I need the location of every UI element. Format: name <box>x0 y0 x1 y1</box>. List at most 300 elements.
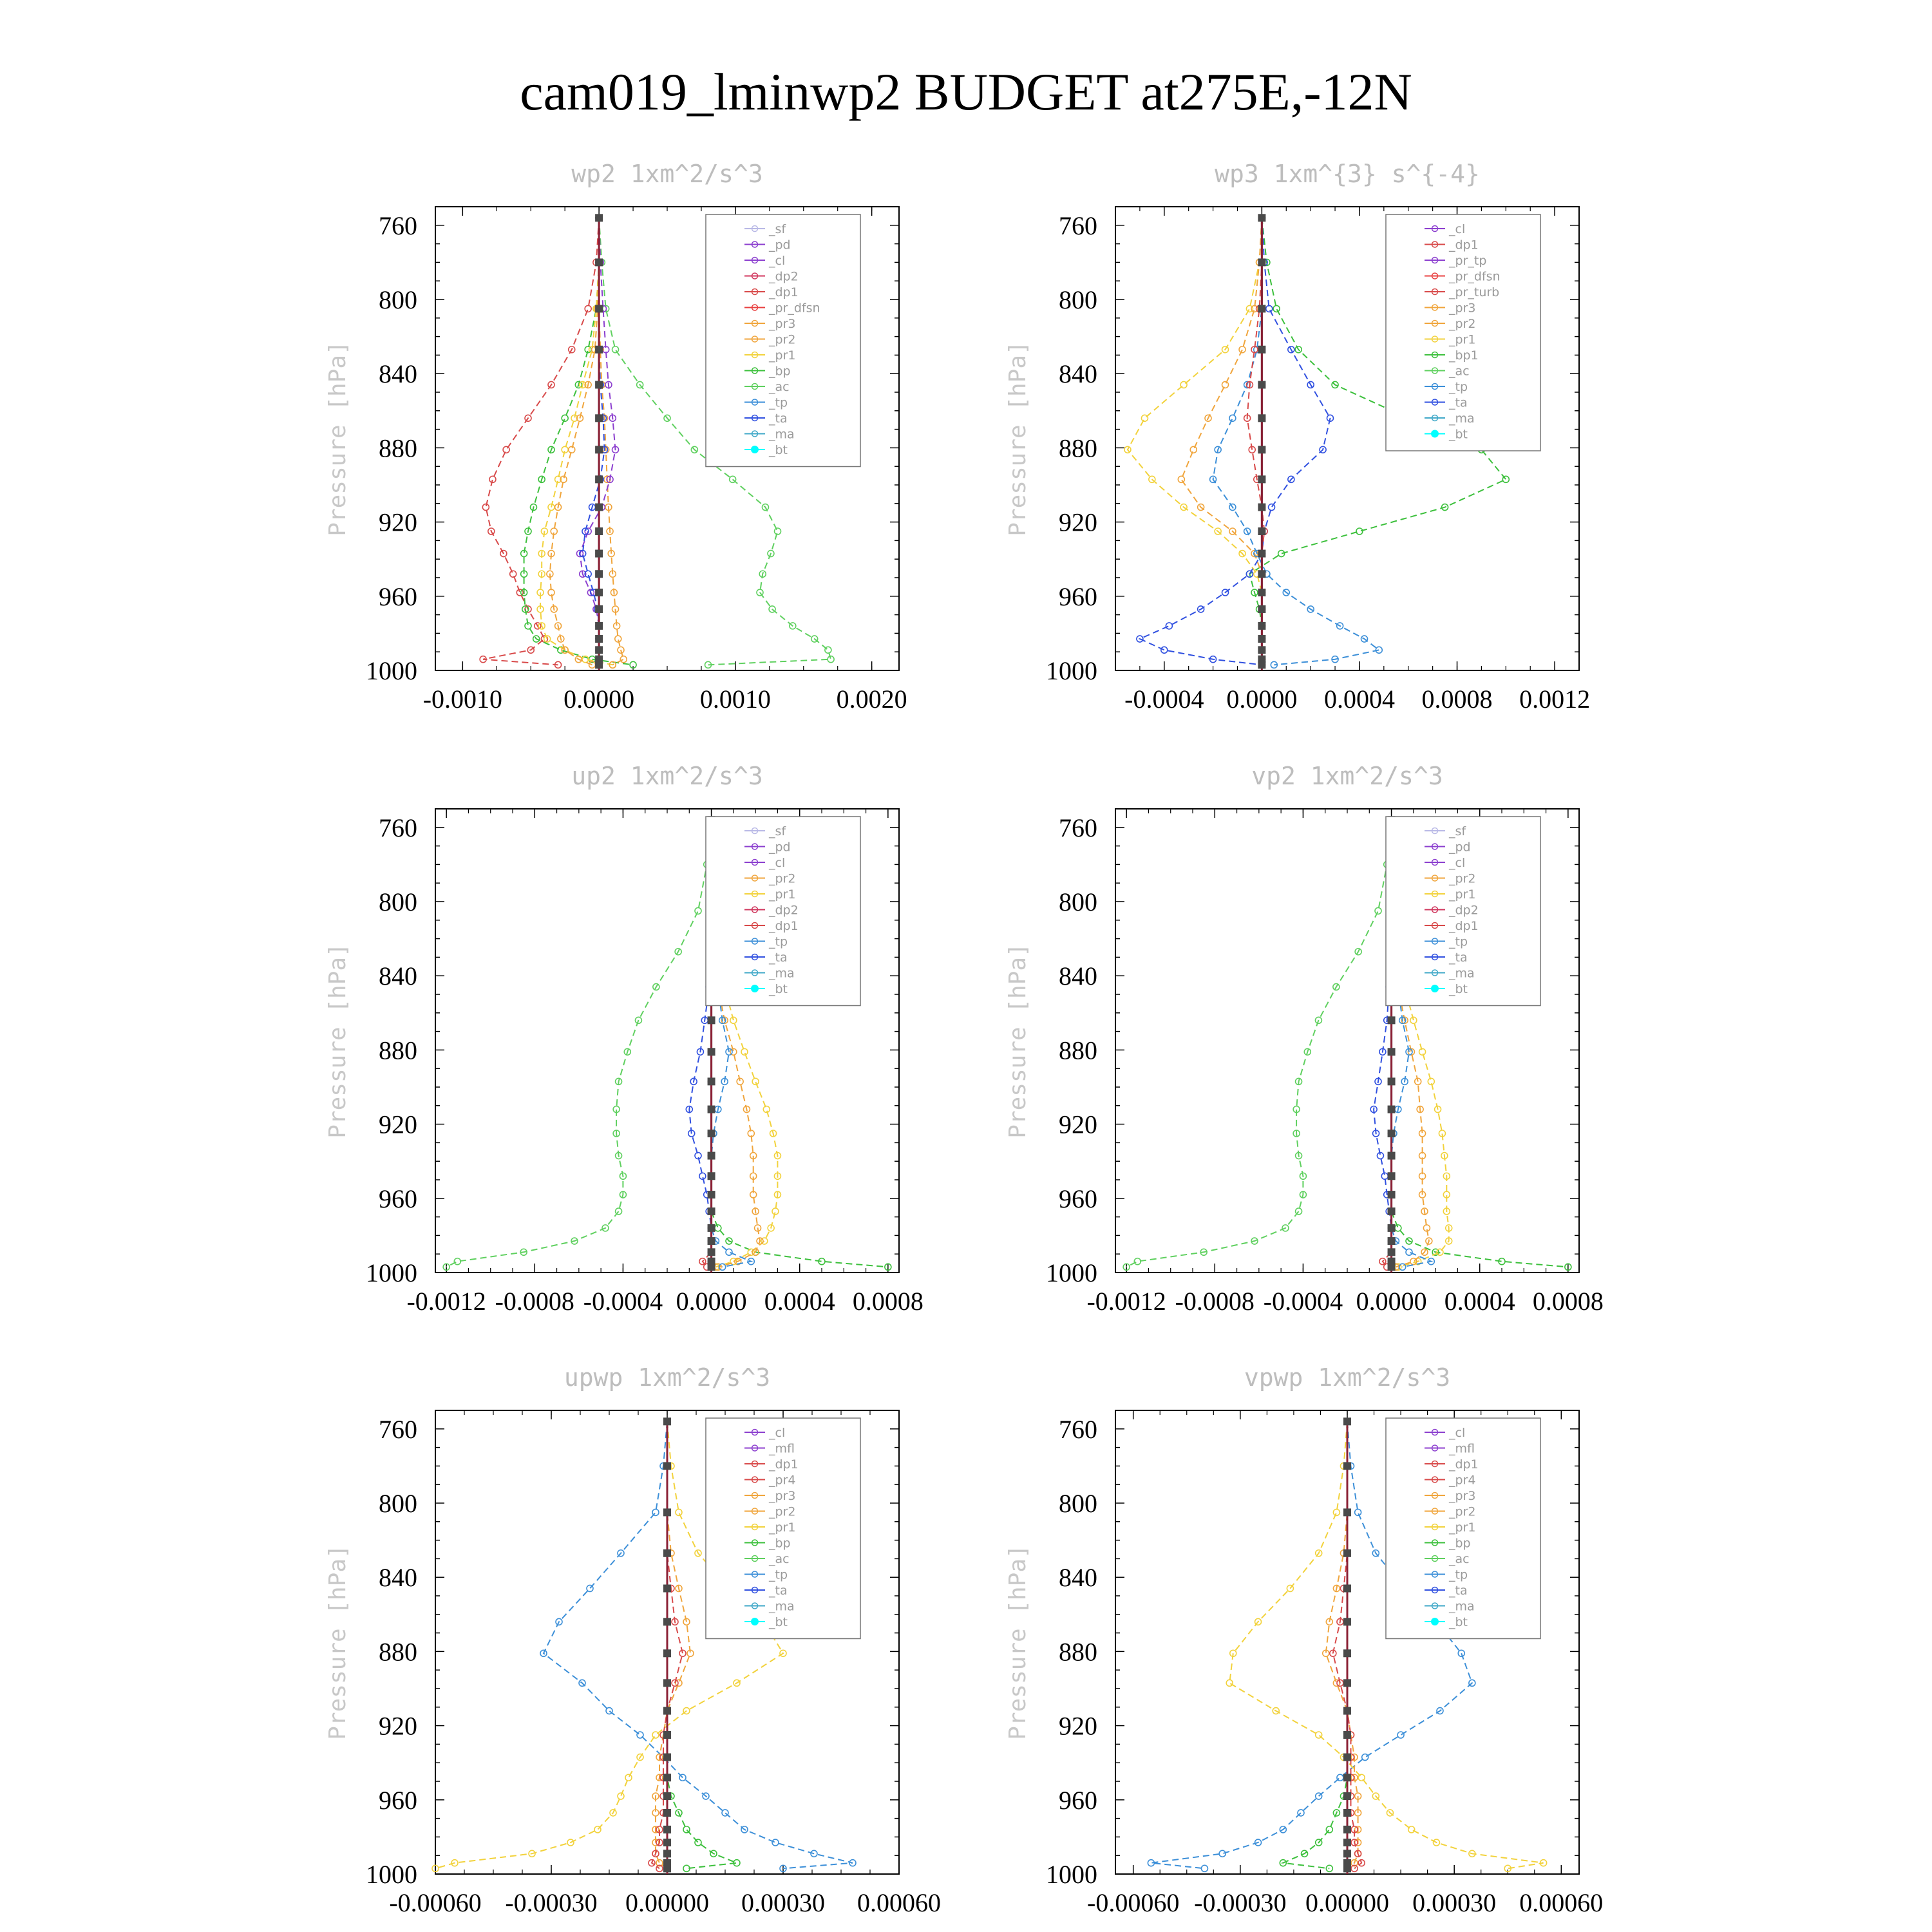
data-point <box>1258 346 1265 354</box>
y-tick-label: 880 <box>1059 433 1097 463</box>
panel-title: vp2 1xm^2/s^3 <box>1251 762 1443 790</box>
legend-entry: _dp1 <box>1449 1457 1479 1472</box>
legend-entry: _pr4 <box>769 1473 796 1488</box>
x-tick-label: -0.00060 <box>389 1888 482 1917</box>
data-point <box>1258 305 1265 312</box>
legend-entry: _ma <box>1449 412 1475 426</box>
data-point <box>1180 381 1187 388</box>
legend-entry: _pd <box>1449 840 1471 855</box>
data-point <box>1161 647 1168 653</box>
data-point <box>663 1731 671 1739</box>
panel-title: wp2 1xm^2/s^3 <box>571 160 763 188</box>
series-line <box>599 218 623 665</box>
y-axis-label: Pressure [hPa] <box>1005 943 1031 1139</box>
y-tick-label: 760 <box>1059 1414 1097 1444</box>
legend-entry: _ta <box>1449 1584 1468 1598</box>
data-point <box>1296 1208 1302 1215</box>
x-tick-label: 0.0012 <box>1519 685 1591 714</box>
data-point <box>663 1707 671 1715</box>
series-line <box>1128 218 1262 665</box>
data-point <box>606 1708 612 1714</box>
x-tick-label: 0.00030 <box>1412 1888 1497 1917</box>
legend-entry: _sf <box>1449 824 1466 838</box>
legend-entry: _bp <box>769 364 791 379</box>
data-point <box>1239 346 1245 353</box>
panel-title: wp3 1xm^{3} s^{-4} <box>1215 160 1480 188</box>
y-tick-label: 920 <box>1059 507 1097 537</box>
y-tick-label: 1000 <box>366 656 417 685</box>
data-point <box>1343 1584 1351 1592</box>
data-point <box>708 1077 715 1085</box>
data-point <box>1266 305 1273 312</box>
data-point <box>663 1864 671 1872</box>
legend-entry: _dp2 <box>1449 903 1479 918</box>
data-point <box>595 635 603 643</box>
y-tick-label: 840 <box>1059 1563 1097 1593</box>
legend-entry: _pd <box>769 840 791 855</box>
legend-entry: _ac <box>1449 364 1470 379</box>
legend-entry: _ma <box>1449 966 1475 981</box>
data-point <box>1178 476 1184 482</box>
data-point <box>1502 476 1509 482</box>
y-tick-label: 800 <box>379 887 417 916</box>
legend-entry: _mfl <box>1449 1441 1475 1456</box>
x-tick-label: -0.00030 <box>505 1888 598 1917</box>
legend-entry: _ma <box>1449 1599 1475 1614</box>
legend-entry: _sf <box>769 222 786 236</box>
data-point <box>1343 1809 1351 1817</box>
legend-entry: _ac <box>1449 1552 1470 1566</box>
legend-entry: _pr3 <box>769 1489 796 1503</box>
y-tick-label: 880 <box>1059 1036 1097 1065</box>
data-point <box>1343 1707 1351 1715</box>
panel-title: up2 1xm^2/s^3 <box>571 762 763 790</box>
legend-entry: _bp1 <box>1449 348 1479 363</box>
data-point <box>510 571 516 577</box>
legend-entry: _pr4 <box>1449 1473 1476 1488</box>
data-point <box>663 1462 671 1470</box>
y-tick-label: 840 <box>1059 961 1097 991</box>
data-point <box>1343 1417 1351 1425</box>
data-point <box>663 1584 671 1592</box>
data-point <box>1388 1077 1396 1085</box>
legend-entry: _dp1 <box>769 285 799 299</box>
series-line <box>656 1421 690 1868</box>
y-tick-label: 760 <box>379 1414 417 1444</box>
data-point <box>594 1826 601 1833</box>
data-point <box>1362 1754 1368 1761</box>
data-point <box>1258 550 1265 558</box>
y-tick-label: 920 <box>1059 1711 1097 1741</box>
x-tick-label: 0.0004 <box>1323 685 1395 714</box>
data-point <box>1343 1508 1351 1516</box>
data-point <box>1258 661 1265 668</box>
data-point <box>708 1263 715 1271</box>
legend-entry: _bt <box>769 443 788 457</box>
data-point <box>652 1732 659 1738</box>
data-point <box>618 1793 624 1799</box>
y-tick-label: 920 <box>379 1711 417 1741</box>
y-tick-label: 760 <box>379 211 417 240</box>
y-tick-label: 880 <box>379 1036 417 1065</box>
data-point <box>1273 305 1280 312</box>
data-point <box>708 1106 715 1113</box>
legend-marker <box>751 446 759 453</box>
data-point <box>595 381 603 388</box>
data-point <box>585 305 591 312</box>
data-point <box>1406 1249 1412 1255</box>
data-point <box>1326 1865 1332 1871</box>
data-point <box>708 1208 715 1215</box>
data-point <box>503 446 509 453</box>
data-point <box>1343 1864 1351 1872</box>
legend-marker <box>751 985 759 992</box>
legend-entry: _bt <box>1449 427 1468 442</box>
data-point <box>1388 1208 1396 1215</box>
y-tick-label: 840 <box>1059 359 1097 389</box>
legend-entry: _cl <box>1449 222 1466 236</box>
data-point <box>825 647 831 653</box>
legend-entry: _ta <box>769 1584 788 1598</box>
legend-entry: _pr1 <box>769 348 796 363</box>
legend-entry: _ta <box>769 412 788 426</box>
legend-marker <box>751 1618 759 1625</box>
y-tick-label: 760 <box>1059 211 1097 240</box>
legend-entry: _bp <box>1449 1536 1471 1551</box>
data-point <box>708 1152 715 1160</box>
y-tick-label: 840 <box>379 1563 417 1593</box>
data-point <box>708 1172 715 1180</box>
y-tick-label: 960 <box>379 582 417 611</box>
y-tick-label: 880 <box>379 433 417 463</box>
data-point <box>1343 1549 1351 1557</box>
panel-6 <box>1005 1363 1603 1917</box>
y-tick-label: 840 <box>379 359 417 389</box>
y-tick-label: 1000 <box>1046 1860 1097 1889</box>
legend-entry: _dp2 <box>769 269 799 284</box>
data-point <box>1190 446 1197 453</box>
data-point <box>652 1509 659 1515</box>
data-point <box>1258 475 1265 483</box>
data-point <box>1388 1248 1396 1256</box>
data-point <box>772 1839 779 1846</box>
data-point <box>1343 1754 1351 1761</box>
data-point <box>1258 258 1265 266</box>
data-point <box>715 1225 721 1231</box>
panel-5 <box>325 1363 941 1917</box>
data-point <box>595 605 603 613</box>
data-point <box>1258 589 1265 596</box>
data-point <box>1388 1237 1396 1245</box>
legend-entry: _tp <box>769 934 788 949</box>
legend-entry: _sf <box>769 824 786 838</box>
data-point <box>741 1048 748 1055</box>
data-point <box>1258 622 1265 630</box>
legend-entry: _pr1 <box>769 887 796 902</box>
data-point <box>1343 1850 1351 1857</box>
y-axis-label: Pressure [hPa] <box>325 943 351 1139</box>
legend-entry: _pr1 <box>1449 1520 1476 1535</box>
data-point <box>1343 1679 1351 1687</box>
data-point <box>595 589 603 596</box>
x-tick-label: 0.0020 <box>836 685 907 714</box>
data-point <box>1226 1680 1233 1686</box>
data-point <box>708 1191 715 1198</box>
y-tick-label: 800 <box>1059 285 1097 314</box>
x-tick-label: 0.0010 <box>699 685 771 714</box>
legend-marker <box>1431 430 1439 438</box>
x-tick-label: 0.00000 <box>625 1888 709 1917</box>
data-point <box>595 258 603 266</box>
legend-entry: _ta <box>1449 395 1468 410</box>
y-axis-label: Pressure [hPa] <box>1005 341 1031 536</box>
data-point <box>726 1249 732 1255</box>
data-point <box>1343 1618 1351 1625</box>
panel-3 <box>325 762 923 1316</box>
y-tick-label: 920 <box>1059 1110 1097 1139</box>
data-point <box>1375 907 1381 914</box>
data-point <box>1326 1826 1332 1833</box>
x-tick-label: -0.0008 <box>495 1287 574 1316</box>
y-tick-label: 880 <box>1059 1637 1097 1667</box>
data-point <box>1316 1732 1322 1738</box>
data-point <box>1343 1792 1351 1800</box>
data-point <box>1337 1774 1343 1781</box>
y-tick-label: 800 <box>1059 1489 1097 1518</box>
x-tick-label: 0.00000 <box>1305 1888 1389 1917</box>
panel-title: vpwp 1xm^2/s^3 <box>1244 1363 1451 1392</box>
data-point <box>1343 1731 1351 1739</box>
data-point <box>663 1809 671 1817</box>
x-tick-label: 0.0008 <box>1421 685 1493 714</box>
legend-entry: _cl <box>769 856 786 870</box>
data-point <box>625 1774 632 1781</box>
data-point <box>1343 1462 1351 1470</box>
legend-entry: _dp1 <box>1449 238 1479 252</box>
data-point <box>722 1810 728 1816</box>
data-point <box>663 1826 671 1833</box>
y-tick-label: 960 <box>1059 1184 1097 1213</box>
data-point <box>663 1850 671 1857</box>
legend-entry: _pr3 <box>1449 1489 1476 1503</box>
legend-entry: _dp1 <box>1449 919 1479 933</box>
x-tick-label: 0.00030 <box>741 1888 825 1917</box>
data-point <box>663 1679 671 1687</box>
data-point <box>708 1130 715 1137</box>
x-tick-label: -0.0004 <box>1263 1287 1343 1316</box>
y-axis-label: Pressure [hPa] <box>325 341 351 536</box>
legend-entry: _pr1 <box>1449 887 1476 902</box>
y-tick-label: 960 <box>1059 582 1097 611</box>
data-point <box>616 1208 622 1215</box>
data-point <box>708 1016 715 1024</box>
data-point <box>1269 504 1275 511</box>
data-point <box>1343 1774 1351 1781</box>
legend-entry: _pr_dfsn <box>769 301 820 316</box>
data-point <box>1258 570 1265 578</box>
legend-marker <box>1431 1618 1439 1625</box>
data-point <box>663 1774 671 1781</box>
data-point <box>663 1649 671 1657</box>
data-point <box>1397 1732 1404 1738</box>
x-tick-label: 0.00060 <box>857 1888 941 1917</box>
y-tick-label: 1000 <box>366 1258 417 1287</box>
data-point <box>1333 1509 1340 1515</box>
data-point <box>595 214 603 222</box>
legend-entry: _bt <box>1449 982 1468 996</box>
data-point <box>595 504 603 511</box>
figure-title: cam019_lminwp2 BUDGET at275E,-12N <box>520 62 1412 121</box>
data-point <box>454 1258 460 1265</box>
data-point <box>595 446 603 453</box>
y-tick-label: 760 <box>379 813 417 842</box>
panel-2 <box>1005 160 1590 714</box>
legend-entry: _pr3 <box>1449 301 1476 316</box>
data-point <box>595 570 603 578</box>
x-tick-label: 0.0004 <box>764 1287 835 1316</box>
x-tick-label: 0.00060 <box>1519 1888 1604 1917</box>
data-point <box>595 527 603 535</box>
data-point <box>1343 1826 1351 1833</box>
y-tick-label: 920 <box>379 507 417 537</box>
x-tick-label: -0.0004 <box>1124 685 1204 714</box>
legend-entry: _dp1 <box>769 919 799 933</box>
legend-entry: _dp1 <box>769 1457 799 1472</box>
data-point <box>595 550 603 558</box>
legend-entry: _tp <box>769 1567 788 1582</box>
data-point <box>1298 1810 1304 1816</box>
data-point <box>595 305 603 312</box>
x-tick-label: 0.0004 <box>1444 1287 1515 1316</box>
panel-1 <box>325 160 907 714</box>
legend-entry: _pr_turb <box>1449 285 1500 299</box>
data-point <box>1388 1152 1396 1160</box>
y-tick-label: 760 <box>1059 813 1097 842</box>
x-tick-label: 0.0008 <box>1532 1287 1604 1316</box>
data-point <box>1388 1224 1396 1232</box>
data-point <box>708 1248 715 1256</box>
legend-entry: _tp <box>1449 380 1468 394</box>
data-point <box>1388 1263 1396 1271</box>
data-point <box>595 622 603 630</box>
x-tick-label: -0.00030 <box>1194 1888 1287 1917</box>
data-point <box>683 1826 690 1833</box>
panel-4 <box>1005 762 1604 1316</box>
data-point <box>1134 1258 1141 1265</box>
legend-entry: _cl <box>769 1426 786 1440</box>
y-axis-label: Pressure [hPa] <box>325 1544 351 1740</box>
x-tick-label: 0.0000 <box>1356 1287 1427 1316</box>
y-tick-label: 960 <box>379 1785 417 1815</box>
data-point <box>1258 446 1265 453</box>
data-point <box>1395 1225 1401 1231</box>
legend-entry: _ma <box>769 1599 795 1614</box>
x-tick-label: -0.0008 <box>1175 1287 1255 1316</box>
legend-entry: _dp2 <box>769 903 799 918</box>
data-point <box>1388 1172 1396 1180</box>
data-point <box>1388 1191 1396 1198</box>
legend-entry: _pr2 <box>1449 1504 1476 1519</box>
data-point <box>1388 1130 1396 1137</box>
data-point <box>612 346 619 353</box>
data-point <box>1258 381 1265 388</box>
legend-entry: _pr_tp <box>1449 254 1487 268</box>
x-tick-label: 0.0000 <box>1226 685 1298 714</box>
legend-entry: _ac <box>769 1552 790 1566</box>
x-tick-label: 0.0000 <box>564 685 635 714</box>
x-tick-label: -0.00060 <box>1087 1888 1180 1917</box>
legend-entry: _pr_dfsn <box>1449 269 1501 284</box>
data-point <box>1258 527 1265 535</box>
data-point <box>1258 214 1265 222</box>
legend-marker <box>1431 985 1439 992</box>
legend-entry: _ma <box>769 427 795 442</box>
y-tick-label: 800 <box>379 1489 417 1518</box>
legend-entry: _pd <box>769 238 791 252</box>
data-point <box>752 1078 759 1084</box>
x-tick-label: -0.0004 <box>583 1287 663 1316</box>
y-tick-label: 800 <box>1059 887 1097 916</box>
legend-entry: _bt <box>1449 1615 1468 1629</box>
data-point <box>1258 414 1265 422</box>
legend-entry: _ta <box>1449 951 1468 965</box>
y-tick-label: 920 <box>379 1110 417 1139</box>
legend-entry: _ac <box>769 380 790 394</box>
legend-entry: _bt <box>769 982 788 996</box>
x-tick-label: -0.0012 <box>1086 1287 1166 1316</box>
y-tick-label: 960 <box>1059 1785 1097 1815</box>
panel-title: upwp 1xm^2/s^3 <box>564 1363 771 1392</box>
data-point <box>1388 1016 1396 1024</box>
legend-entry: _pr3 <box>769 317 796 331</box>
legend-entry: _pr2 <box>1449 871 1476 886</box>
data-point <box>595 414 603 422</box>
data-point <box>663 1618 671 1625</box>
data-point <box>1229 415 1236 421</box>
y-tick-label: 800 <box>379 285 417 314</box>
data-point <box>676 1509 682 1515</box>
data-point <box>695 1839 701 1846</box>
data-point <box>1141 415 1148 421</box>
x-tick-label: -0.0010 <box>422 685 503 714</box>
series-line <box>1140 218 1331 665</box>
data-point <box>1355 1509 1361 1515</box>
legend-entry: _pr1 <box>769 1520 796 1535</box>
x-tick-label: 0.0008 <box>852 1287 923 1316</box>
data-point <box>1222 381 1229 388</box>
data-point <box>595 661 603 668</box>
data-point <box>663 1508 671 1516</box>
series-line <box>446 820 712 1267</box>
data-point <box>1258 605 1265 613</box>
legend-entry: _pr2 <box>769 871 796 886</box>
data-point <box>695 907 701 914</box>
data-point <box>663 1792 671 1800</box>
legend-entry: _cl <box>769 254 786 268</box>
legend-entry: _bp <box>769 1536 791 1551</box>
series-line <box>550 218 599 665</box>
series-line <box>1283 1421 1347 1868</box>
data-point <box>595 646 603 654</box>
legend-entry: _pr2 <box>769 332 796 347</box>
data-point <box>1358 1774 1365 1781</box>
legend-entry: _tp <box>1449 1567 1468 1582</box>
data-point <box>775 528 781 535</box>
series-line <box>1326 1421 1358 1868</box>
data-point <box>637 1732 643 1738</box>
data-point <box>663 1417 671 1425</box>
y-tick-label: 960 <box>379 1184 417 1213</box>
